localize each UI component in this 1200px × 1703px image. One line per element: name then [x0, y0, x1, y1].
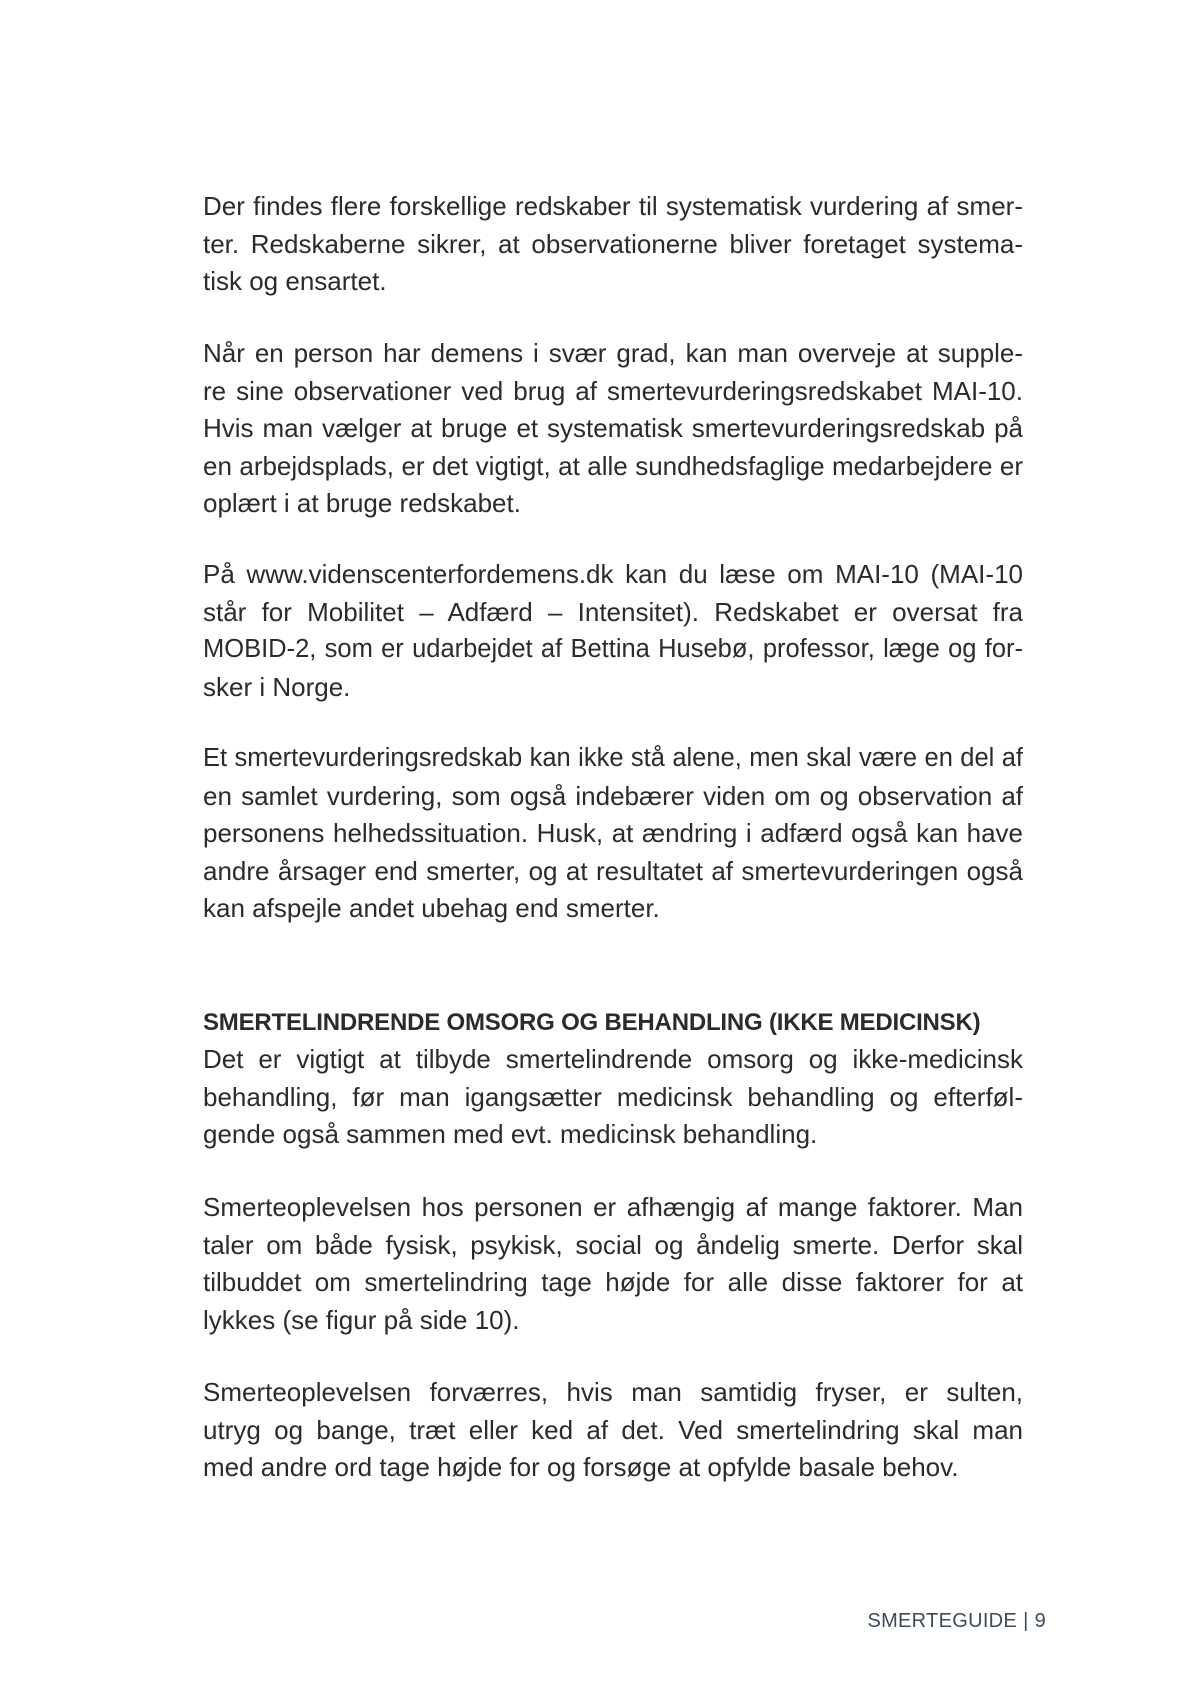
- text-line: tisk og ensartet.: [203, 266, 387, 296]
- text-line: oplært i at bruge redskabet.: [203, 488, 521, 518]
- text-line: sker i Norge.: [203, 671, 351, 702]
- text-line: MOBID-2, som er udarbejdet af Bettina Husebø, professor, læge og for-: [203, 635, 1023, 663]
- footer-title: SMERTEGUIDE: [867, 1610, 1018, 1632]
- text-line: en arbejdsplads, er det vigtigt, at alle sundhedsfaglige medarbejdere er: [203, 450, 1023, 481]
- text-line: Når en person har demens i svær grad, kan man overveje at supple-: [203, 338, 1023, 368]
- text-line: Smerteoplevelsen forværres, hvis man samtidig fryser, er sulten,: [203, 1377, 1023, 1407]
- text-line: andre årsager end smerter, og at resultatet af smertevurderingen også: [203, 855, 1023, 886]
- text-line: ter. Redskaberne sikrer, at observationerne bliver foretaget systema-: [203, 228, 1023, 259]
- text-line: kan afspejle andet ubehag end smerter.: [203, 893, 660, 923]
- text-line: taler om både fysisk, psykisk, social og åndelig smerte. Derfor skal: [203, 1229, 1023, 1260]
- text-line: Smerteoplevelsen hos personen er afhængig af mange faktorer. Man: [203, 1192, 1023, 1222]
- text-line: gende også sammen med evt. medicinsk behandling.: [203, 1119, 818, 1149]
- text-line: På www.videnscenterfordemens.dk kan du læse om MAI-10 (MAI-10: [203, 559, 1023, 589]
- body-paragraph: [203, 335, 1023, 523]
- text-line: Der findes flere forskellige redskaber til systematisk vurdering af smer-: [203, 191, 1023, 221]
- text-line: tilbuddet om smertelindring tage højde for alle disse faktorer for at: [203, 1267, 1023, 1297]
- body-paragraph: [203, 556, 1023, 706]
- body-paragraph: [203, 740, 1023, 928]
- page-footer: [867, 1610, 1046, 1633]
- text-line: står for Mobilitet – Adfærd – Intensitet). Redskabet er oversat fra: [203, 596, 1023, 627]
- text-line: re sine observationer ved brug af smertevurderingsredskabet MAI-10.: [203, 375, 1023, 406]
- section-heading: SMERTELINDRENDE OMSORG OG BEHANDLING (IKKE MEDICINSK): [203, 1009, 981, 1036]
- text-line: personens helhedssituation. Husk, at ændring i adfærd også kan have: [203, 818, 1023, 848]
- text-line: Det er vigtigt at tilbyde smertelindrende omsorg og ikke-medicinsk: [203, 1044, 1023, 1074]
- body-paragraph: [203, 1189, 1023, 1339]
- body-paragraph: [203, 1374, 1023, 1487]
- text-line: utryg og bange, træt eller ked af det. Ved smertelindring skal man: [203, 1414, 1023, 1445]
- text-line: med andre ord tage højde for og forsøge at opfylde basale behov.: [203, 1452, 959, 1482]
- footer-separator: |: [1023, 1610, 1029, 1632]
- body-paragraph: [203, 188, 1023, 301]
- text-line: behandling, før man igangsætter medicinsk behandling og efterføl-: [203, 1081, 1023, 1112]
- text-line: lykkes (se figur på side 10).: [203, 1304, 520, 1335]
- body-paragraph: [203, 1041, 1023, 1154]
- text-line: Et smertevurderingsredskab kan ikke stå alene, men skal være en del af: [203, 744, 1023, 772]
- page-number: 9: [1034, 1610, 1046, 1632]
- text-line: Hvis man vælger at bruge et systematisk smertevurderingsredskab på: [203, 413, 1023, 443]
- text-line: en samlet vurdering, som også indebærer viden om og observation af: [203, 780, 1023, 811]
